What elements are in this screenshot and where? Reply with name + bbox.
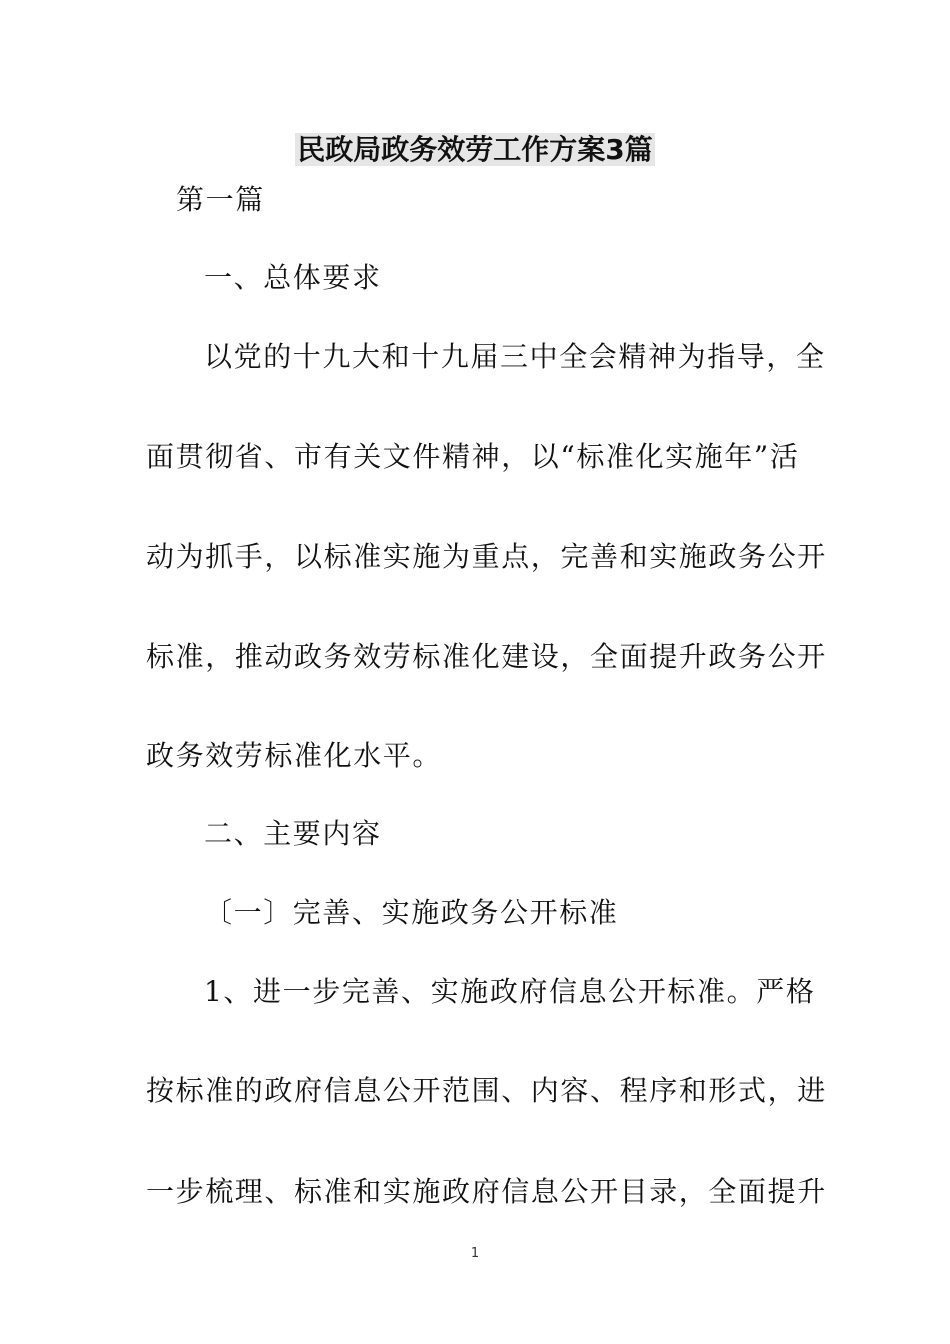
document-title-text: 民政局政务效劳工作方案3篇 bbox=[297, 133, 653, 166]
document-title bbox=[0, 128, 950, 172]
section-label: 第一篇 bbox=[176, 183, 265, 216]
paragraph-line: 标准，推动政务效劳标准化建设，全面提升政务公开 bbox=[146, 640, 827, 673]
paragraph-line: 动为抓手，以标准实施为重点，完善和实施政务公开 bbox=[146, 540, 827, 573]
heading-main-content: 二、主要内容 bbox=[204, 817, 382, 850]
page-number: 1 bbox=[470, 1246, 480, 1261]
paragraph-line: 面贯彻省、市有关文件精神，以“标准化实施年”活 bbox=[146, 440, 800, 473]
paragraph-line: 政务效劳标准化水平。 bbox=[146, 739, 443, 772]
paragraph-line: 1、进一步完善、实施政府信息公开标准。严格 bbox=[204, 975, 816, 1008]
paragraph-line: 按标准的政府信息公开范围、内容、程序和形式，进 bbox=[146, 1074, 827, 1107]
heading-general-requirements: 一、总体要求 bbox=[204, 261, 382, 294]
subheading-standards: 〔一〕完善、实施政务公开标准 bbox=[204, 896, 619, 929]
paragraph-line: 一步梳理、标准和实施政府信息公开目录，全面提升 bbox=[146, 1175, 827, 1208]
paragraph-line: 以党的十九大和十九届三中全会精神为指导，全 bbox=[204, 340, 826, 373]
